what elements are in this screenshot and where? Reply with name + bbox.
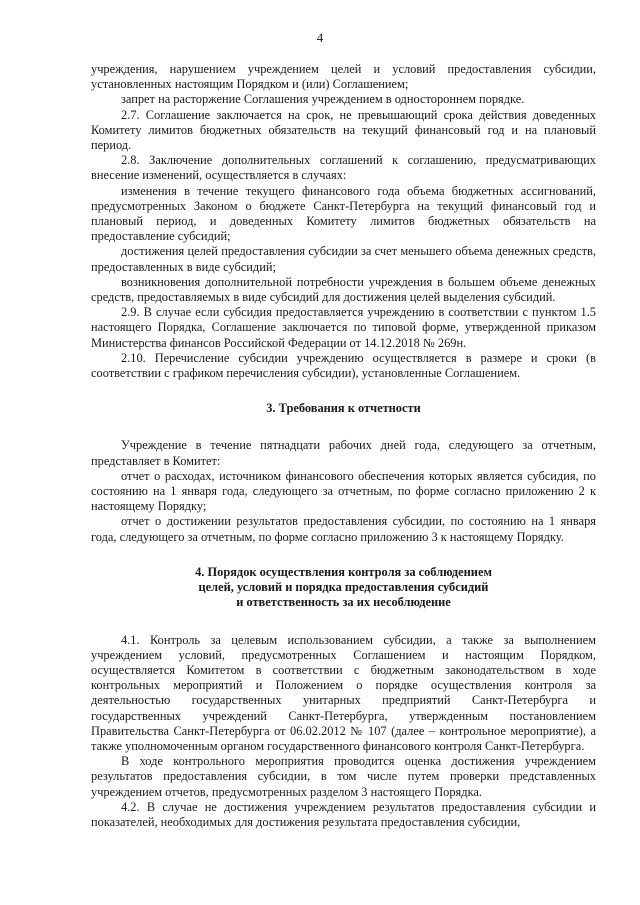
paragraph: 2.9. В случае если субсидия предоставляется учреждению в соответствии с пунктом 1.5 настоящего Порядка, Соглашение заключается по типовой форме, утвержденной приказом Министерства финансов Российской Федерации от 14.12.2018 № 269н.	[91, 305, 596, 350]
paragraph: достижения целей предоставления субсидии за счет меньшего объема денежных средств, предоставленных в виде субсидий;	[91, 244, 596, 274]
paragraph: 4.2. В случае не достижения учреждением результатов предоставления субсидии и показателей, необходимых для достижения результата предоставления субсидии,	[91, 799, 596, 829]
paragraph: 2.7. Соглашение заключается на срок, не превышающий срока действия доведенных Комитету лимитов бюджетных обязательств на текущий финансовый год и на плановый период.	[91, 107, 596, 153]
section-spacer	[91, 611, 596, 633]
paragraph: учреждения, нарушением учреждением целей и условий предоставления субсидии, установленных настоящим Порядком и (или) Соглашением;	[91, 62, 596, 92]
document-body	[91, 62, 596, 830]
section-heading: и ответственность за их несоблюдение	[236, 595, 451, 610]
paragraph: Учреждение в течение пятнадцати рабочих дней года, следующего за отчетным, представляет в Комитет:	[91, 438, 596, 468]
section-heading: целей, условий и порядка предоставления субсидий	[198, 580, 489, 595]
paragraph: возникновения дополнительной потребности учреждения в большем объеме денежных средств, предоставляемых в виде субсидий для достижения целей выделения субсидий.	[91, 274, 596, 305]
paragraph: 4.1. Контроль за целевым использованием субсидии, а также за выполнением учреждением условий, предусмотренных Соглашением и настоящим Порядком, осуществляется Комитетом в соответствии с бюджетным законодательством в ходе контрольных мероприятий и Положением о порядке осуществления контроля за деятельностью государственных унитарных предприятий Санкт-Петербурга и государственных учреждений Санкт-Петербурга, утвержденным постановлением Правительства Санкт-Петербурга от 06.02.2012 № 107 (далее – контрольное мероприятие), а также уполномоченным органом государственного финансового контроля Санкт-Петербурга.	[91, 632, 596, 753]
section-spacer	[91, 416, 596, 438]
paragraph: В ходе контрольного мероприятия проводится оценка достижения учреждением результатов предоставления субсидии, в том числе путем проверки представленных учреждением отчетов, предусмотренных разделом 3 настоящего Порядка.	[91, 754, 596, 799]
section-spacer	[91, 381, 596, 401]
paragraph: отчет о достижении результатов предоставления субсидии, по состоянию на 1 января года, следующего за отчетным, по форме согласно приложению 3 к настоящему Порядку.	[91, 514, 596, 544]
paragraph: отчет о расходах, источником финансового обеспечения которых является субсидия, по состоянию на 1 января года, следующего за отчетным, по форме согласно приложению 2 к настоящему Порядку;	[91, 468, 596, 514]
paragraph: запрет на расторжение Соглашения учреждением в одностороннем порядке.	[121, 92, 525, 107]
section-spacer	[91, 545, 596, 565]
paragraph: 2.10. Перечисление субсидии учреждению осуществляется в размере и сроки (в соответствии с графиком перечисления субсидии), установленные Соглашением.	[91, 350, 596, 381]
section-heading: 4. Порядок осуществления контроля за соблюдением	[195, 564, 492, 579]
paragraph: 2.8. Заключение дополнительных соглашений к соглашению, предусматривающих внесение изменений, осуществляется в случаях:	[91, 153, 596, 183]
paragraph: изменения в течение текущего финансового года объема бюджетных ассигнований, предусмотренных Законом о бюджете Санкт-Петербурга на текущий финансовый год и плановый период, и доведенных Комитету лимитов бюджетных обязательств на предоставление субсидий;	[91, 183, 596, 244]
section-heading: 3. Требования к отчетности	[266, 401, 421, 416]
page-number: 4	[316, 30, 324, 45]
